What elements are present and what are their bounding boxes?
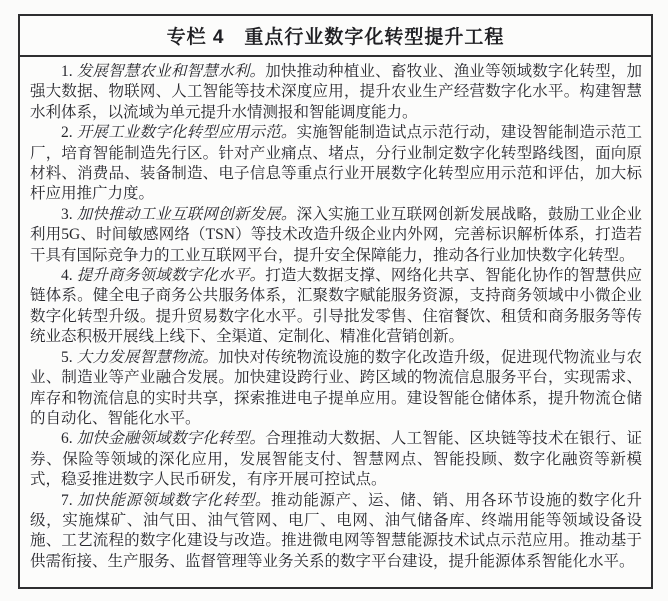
paragraph-lead: 大力发展智慧物流。 — [76, 348, 219, 366]
paragraph-number: 7. — [61, 491, 78, 509]
paragraph-text: 加快推动种植业、畜牧业、渔业等领域数字化转型，加强大数据、物联网、人工智能等技术深度应用，提升农业生产经营数字化水平。构建智慧水利体系，以流域为单元提升水情测报和智能调度能力。 — [30, 63, 642, 121]
paragraph-number: 2. — [61, 124, 77, 142]
paragraph-text: 打造大数据支撑、网络化共享、智能化协作的智慧供应链体系。健全电子商务公共服务体系，汇聚数字赋能服务资源，支持商务领域中小微企业数字化转型升级。提升贸易数字化水平。引导批发零售、住宿餐饮、租赁和商务服务等传统业态积极开展线上线下、全渠道、定制化、精准化营销创新。 — [30, 267, 642, 346]
paragraph-text: 加快对传统物流设施的数字化改造升级，促进现代物流业与农业、制造业等产业融合发展。加快建设跨行业、跨区域的物流信息服务平台，实现需求、库存和物流信息的实时共享，探索推进电子提单应用。建设智能仓储体系，提升物流仓储的自动化、智能化水平。 — [30, 348, 642, 427]
box-paragraph — [30, 62, 642, 123]
paragraph-text: 推动能源产、运、储、销、用各环节设施的数字化升级，实施煤矿、油气田、油气管网、电厂、电网、油气储备库、终端用能等领域设备设施、工艺流程的数字化建设与改造。推进微电网等智慧能源技术试点示范应用。推动基于供需衔接、生产服务、监督管理等业务关系的数字平台建设，提升能源体系智能化水平。 — [30, 491, 642, 570]
column-box — [18, 14, 653, 589]
paragraph-lead: 加快金融领域数字化转型。 — [76, 430, 266, 448]
paragraph-lead: 加快推动工业互联网创新发展。 — [76, 205, 297, 223]
box-paragraph — [30, 205, 642, 266]
paragraph-lead: 开展工业数字化转型应用示范。 — [76, 124, 297, 142]
paragraph-lead: 发展智慧农业和智慧水利。 — [76, 63, 266, 80]
paragraph-number: 6. — [61, 430, 77, 448]
box-body — [20, 57, 651, 572]
paragraph-number: 5. — [61, 348, 77, 366]
paragraph-lead: 加快能源领域数字化转型。 — [77, 491, 272, 509]
paragraph-text: 合理推动大数据、人工智能、区块链等技术在银行、证券、保险等领域的深化应用，发展智能支付、智慧网点、智能投顾、数字化融资等新模式，稳妥推进数字人民币研发，有序开展可控试点。 — [30, 430, 642, 489]
paragraph-text: 深入实施工业互联网创新发展战略，鼓励工业企业利用5G、时间敏感网络（TSN）等技术改造升级企业内外网，完善标识解析体系，打造若干具有国际竞争力的工业互联网平台，提升安全保障能力，推动各行业加快数字化转型。 — [30, 205, 642, 264]
box-paragraph — [30, 266, 642, 348]
paragraph-number: 3. — [61, 205, 77, 223]
paragraph-number: 1. — [61, 63, 77, 80]
paragraph-lead: 提升商务领域数字化水平。 — [76, 267, 266, 285]
paragraph-text: 实施智能制造试点示范行动，建设智能制造示范工厂，培育智能制造先行区。针对产业痛点、堵点，分行业制定数字化转型路线图，面向原材料、消费品、装备制造、电子信息等重点行业开展数字化转型应用示范和评估，加大标杆应用推广力度。 — [30, 124, 642, 203]
box-title: 专栏 4 重点行业数字化转型提升工程 — [20, 16, 651, 57]
box-paragraph — [30, 123, 642, 205]
box-paragraph — [30, 491, 642, 573]
paragraph-number: 4. — [61, 267, 77, 285]
box-paragraph — [30, 429, 642, 490]
box-paragraph — [30, 348, 642, 430]
